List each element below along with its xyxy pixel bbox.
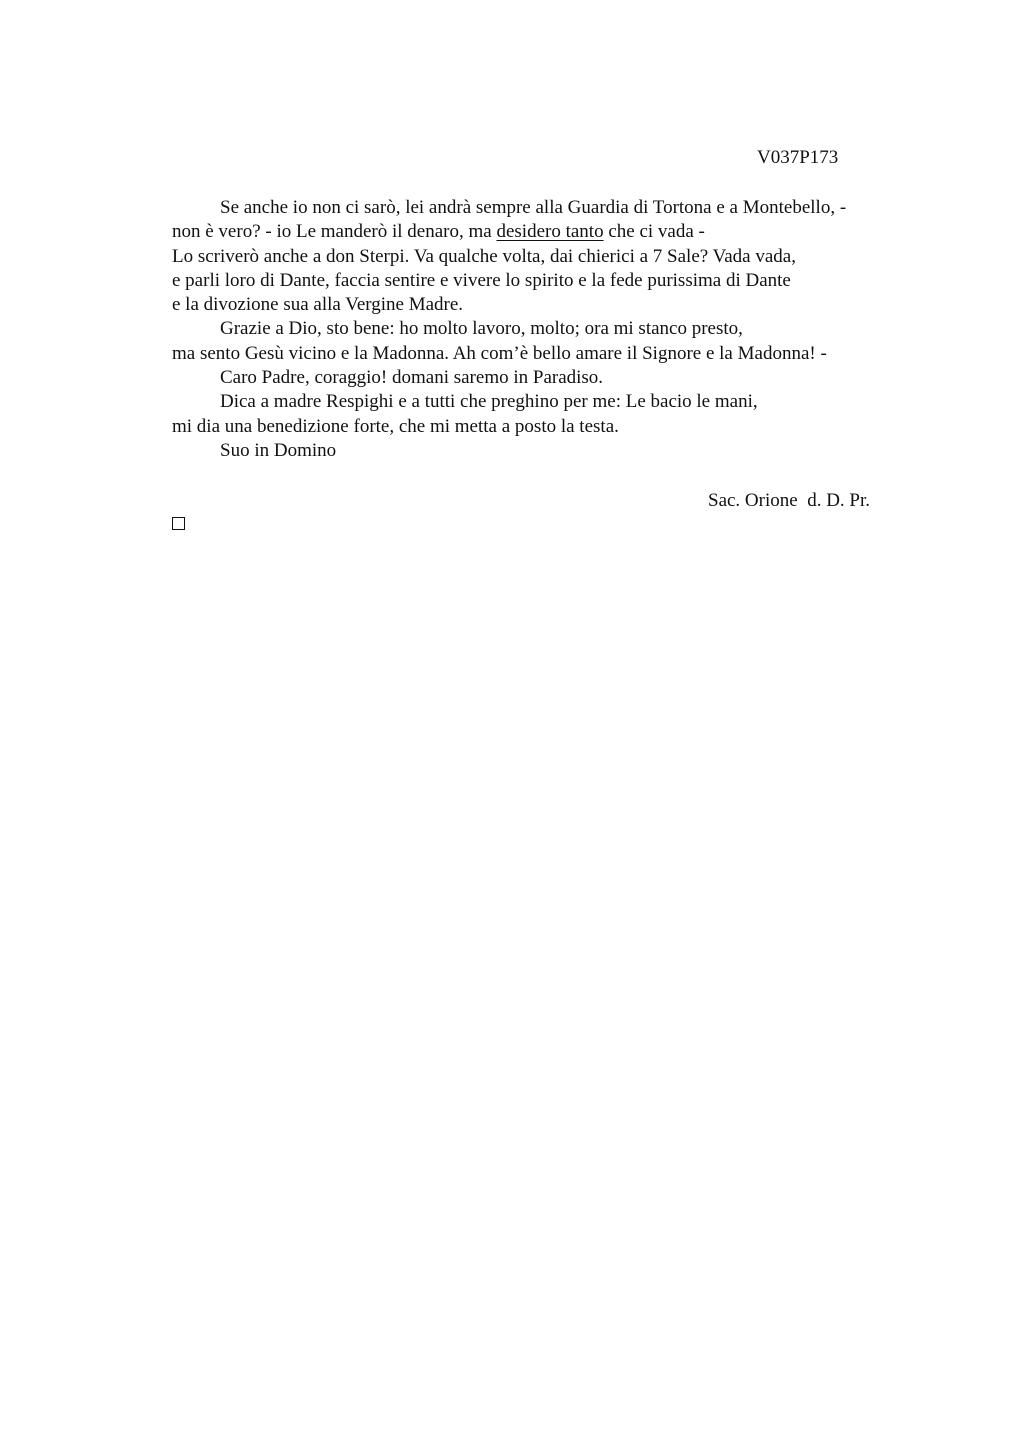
letter-line: Lo scriverò anche a don Sterpi. Va qualche volta, dai chierici a 7 Sale? Vada vada, [172, 245, 796, 267]
page-reference: V037P173 [757, 147, 839, 168]
end-mark-square-icon [172, 517, 185, 530]
letter-line: Caro Padre, coraggio! domani saremo in Paradiso. [220, 367, 604, 389]
letter-line: mi dia una benedizione forte, che mi metta a posto la testa. [172, 415, 619, 437]
signature: Sac. Orione d. D. Pr. [708, 490, 871, 511]
letter-text: non è vero? - io Le manderò il denaro, ma [172, 221, 497, 243]
letter-line: Dica a madre Respighi e a tutti che preghino per me: Le bacio le mani, [220, 391, 758, 413]
closing-line: Suo in Domino [220, 439, 337, 461]
letter-line: ma sento Gesù vicino e la Madonna. Ah com’è bello amare il Signore e la Madonna! - [172, 342, 827, 364]
letter-line [172, 220, 932, 244]
letter-text: che ci vada - [603, 221, 705, 243]
underlined-phrase: desidero tanto [496, 221, 604, 243]
letter-line: e parli loro di Dante, faccia sentire e vivere lo spirito e la fede purissima di Dante [172, 269, 791, 291]
letter-line: Se anche io non ci sarò, lei andrà sempre alla Guardia di Tortona e a Montebello, - [220, 197, 847, 218]
letter-line: e la divozione sua alla Vergine Madre. [172, 294, 464, 316]
letter-body [172, 196, 932, 463]
letter-line: Grazie a Dio, sto bene: ho molto lavoro, molto; ora mi stanco presto, [220, 318, 743, 340]
